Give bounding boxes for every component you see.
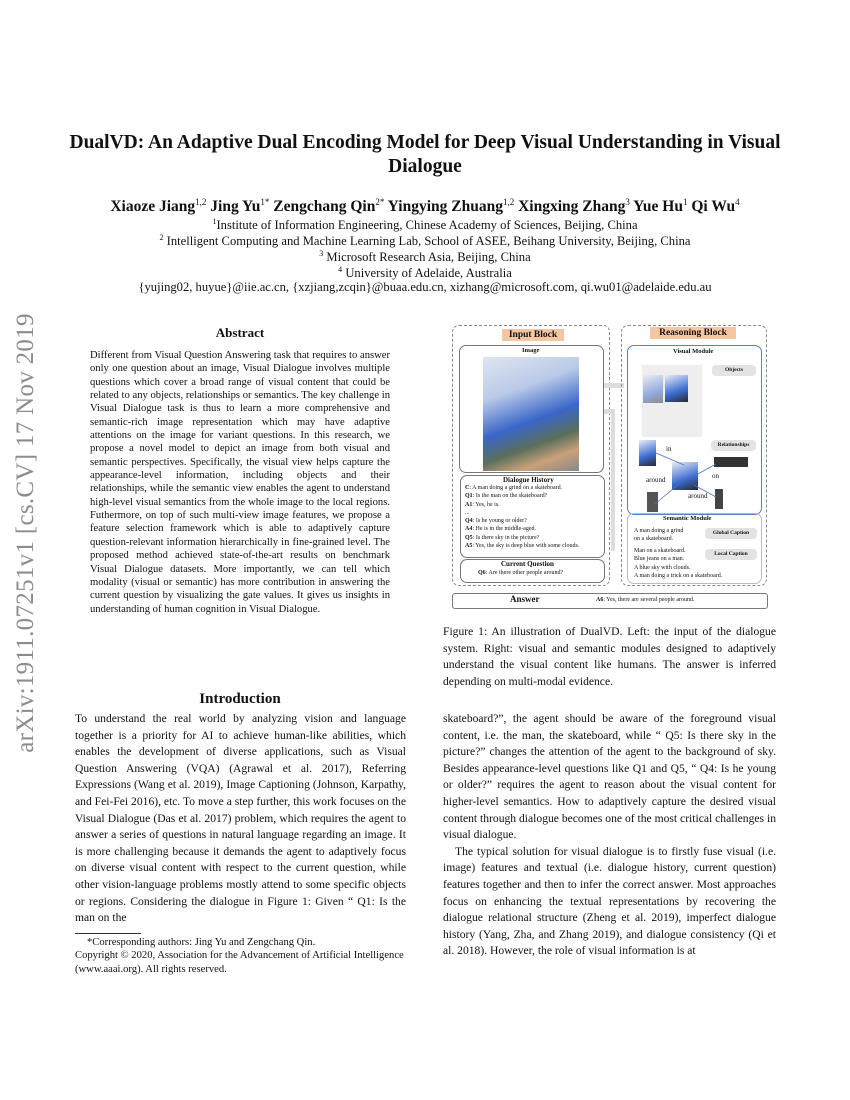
visual-module-title: Visual Module [673,348,714,355]
aff-sup: 4 [338,265,343,274]
rel-label: in [666,445,672,453]
global-caption-label: Global Caption [705,528,757,539]
image-label: Image [522,347,540,354]
arxiv-sidebar [8,290,44,775]
dialogue-text: : Is there sky in the picture? [472,534,540,541]
local-caption: Man on a skateboard. [634,548,686,554]
arxiv-id: arXiv:1911.07251v1 [cs.CV] 17 Nov 2019 [12,312,39,753]
global-caption-line: A man doing a grind [634,528,684,534]
author: Zengchang Qin [273,198,376,216]
paragraph: The typical solution for visual dialogue is to firstly fuse visual (i.e. image) features and textual (i.e. dialogue history, current question) features together and then to infer the correct answer. Most approaches focus on enhancing the textual representations by recovering the dialogue relational structure (Zheng et al. 2019), imperfect dialogue history (Yang, Zha, and Zhang 2019), and dialogue consistency (Qi et al. 2018). However, the role of visual information is at [443,844,776,958]
q-key: Q6 [478,570,486,576]
reasoning-block-label: Reasoning Block [650,327,736,339]
answer-label: Answer [510,594,540,604]
dialogue-text: : Is he young or older? [472,518,527,525]
global-caption [634,527,683,543]
dialogue-text: : Yes, he is. [472,501,500,508]
dialogue-text: : He is in the middle-aged. [472,526,536,533]
aff-sup: 2 [159,233,164,242]
current-question-title: Current Question [501,560,554,568]
a-key: A6 [596,597,604,603]
footnote [75,936,406,976]
aff-sup: 1 [212,217,217,226]
author: Qi Wu [691,198,736,216]
q-text: : Are there other people around? [485,570,564,576]
local-caption: Blue jeans on a man. [634,556,685,563]
aff-sup: 3 [319,249,324,258]
a-text: : Yes, there are several people around. [603,597,695,603]
global-caption-line: on a skateboard. [634,536,674,542]
introduction-text: To understand the real world by analyzing vision and language together is a priority for AI to achieve human-like abilities, which enables the development of diverse applications, such as Visual Question Answering (VQA) (Agrawal et al. 2017), Referring Expressions (Wang et al. 2019), Image Captioning (Johnson, Karpathy, and Fei-Fei 2016), etc. To move a step further, this work focuses on the Visual Dialogue (Das et al. 2017) problem, which requires the agent to answer a series of questions in natural language regarding an image. It is more challenging because it demands the agent to adaptively focus on diverse visual content with respect to the current question, while other vision-language problems mostly attend to some specific objects or regions. Considering the dialogue in Figure 1: Given “ Q1: Is the man on the [75,712,406,925]
dialogue-key: Q5 [465,534,473,541]
author-sup: 4 [735,197,740,207]
dialogue-text: : Yes, the sky is deep blue with some clouds. [472,543,580,550]
author-sup: 1 [682,197,688,207]
dialogue-key: A4 [465,526,473,533]
author-sup: 1,2 [195,197,207,207]
aff-text: Microsoft Research Asia, Beijing, China [323,250,531,265]
abstract-heading: Abstract [215,325,265,340]
paragraph: skateboard?”, the agent should be aware of the foreground visual content, i.e. the man, the skateboard, while “ Q5: Is there sky in the picture?” changes the attention of the agent to the background of sky. Besides appearance-level questions like Q1 and Q5, “ Q4: Is he young or older?” requires the agent to reason about the visual content for higher-level semantics. How to adaptively capture the desired visual content through dialogue becomes one of the most critical challenges in visual dialogue. [443,712,776,842]
objects-label: Objects [712,365,756,376]
footnote-copyright: Copyright © 2020, Association for the Advancement of Artificial Intelligence (www.aaai.org). All rights reserved. [75,950,404,975]
input-block-label: Input Block [502,329,564,341]
dialogue-key: A1 [465,501,473,508]
semantic-module-title: Semantic Module [663,515,712,522]
aff-text: University of Adelaide, Australia [342,266,512,281]
author-sup: 1* [260,197,270,207]
answer-text [596,597,694,603]
local-caption: A man doing a trick on a skateboard. [634,572,723,579]
figure-caption: Figure 1: An illustration of DualVD. Left: the input of the dialogue system. Right: visual and semantic modules designed to adaptively understand the visual content like humans. The answer is inferred depending on multi-modal evidence. [443,625,776,688]
author-sup: 1,2 [502,197,515,207]
author: Yue Hu [633,198,683,216]
emails: {yujing02, huyue}@iie.ac.cn, {xzjiang,zcqin}@buaa.edu.cn, xizhang@microsoft.com, qi.wu01@adelaide.edu.au [138,280,712,294]
dialogue-text: ... [465,509,470,516]
author: Jing Yu [210,198,261,216]
dialogue-key: Q4 [465,518,473,525]
introduction-heading: Introduction [199,691,281,707]
relationships-label: Relationships [711,440,756,451]
dialogue-history-title: Dialogue History [503,476,554,484]
dialogue-key: Q1 [465,493,473,500]
rel-label: around [688,492,708,500]
paper-title: DualVD: An Adaptive Dual Encoding Model for Deep Visual Understanding in Visual Dialogue [69,132,781,177]
author-sup: 2* [375,197,385,207]
local-captions [634,547,722,580]
dialogue-key: C [465,485,470,491]
author: Xingxing Zhang [518,198,626,216]
author: Yingying Zhuang [387,198,503,216]
aff-text: Intelligent Computing and Machine Learning Lab, School of ASEE, Beihang University, Beijing, China [163,234,691,249]
author: Xiaoze Jiang [110,198,196,216]
local-caption: A blue sky with clouds. [634,564,691,571]
rel-label: on [712,472,719,480]
footnote-rule [75,933,141,934]
local-caption-label: Local Caption [705,549,757,560]
abstract-text: Different from Visual Question Answering task that requires to answer only one question about an image, Visual Dialogue involves multiple questions which cover a broad range of visual content that could be related to any objects, relationships or semantics. The key challenge in Visual Dialogue task is thus to learn a more comprehensive and semantic-rich image representation which may have adaptive attentions on the image for variant questions. In this research, we propose a novel model to depict an image from both visual and semantic perspectives. Specifically, the visual view helps capture the appearance-level information, including objects and their relationships, while the semantic view enables the agent to understand high-level visual semantics from the whole image to the local regions. Futhermore, on top of such multi-view image features, we propose a feature selection framework which is able to adaptively capture question-relevant information hierarchically in fine-grained level. The proposed method achieved state-of-the-art results on benchmark Visual Dialogue datasets. More importantly, we can tell which modality (visual or semantic) has more contribution in answering the current question by visualizing the gate values. It gives us insights in understanding of human cognition in Visual Dialogue. [90,350,390,615]
aff-text: Institute of Information Engineering, Chinese Academy of Sciences, Beijing, China [216,218,638,233]
right-column-text [443,711,776,960]
dialogue-text: : Is the man on the skateboard? [472,493,548,500]
dialogue-key: A5 [465,543,473,550]
dialogue-text: : A man doing a grind on a skateboard. [469,485,563,491]
author-sup: 3 [625,197,630,207]
footnote-corresponding: *Corresponding authors: Jing Yu and Zengchang Qin. [87,937,316,948]
figure-1 [450,323,850,611]
rel-label: around [646,476,666,484]
